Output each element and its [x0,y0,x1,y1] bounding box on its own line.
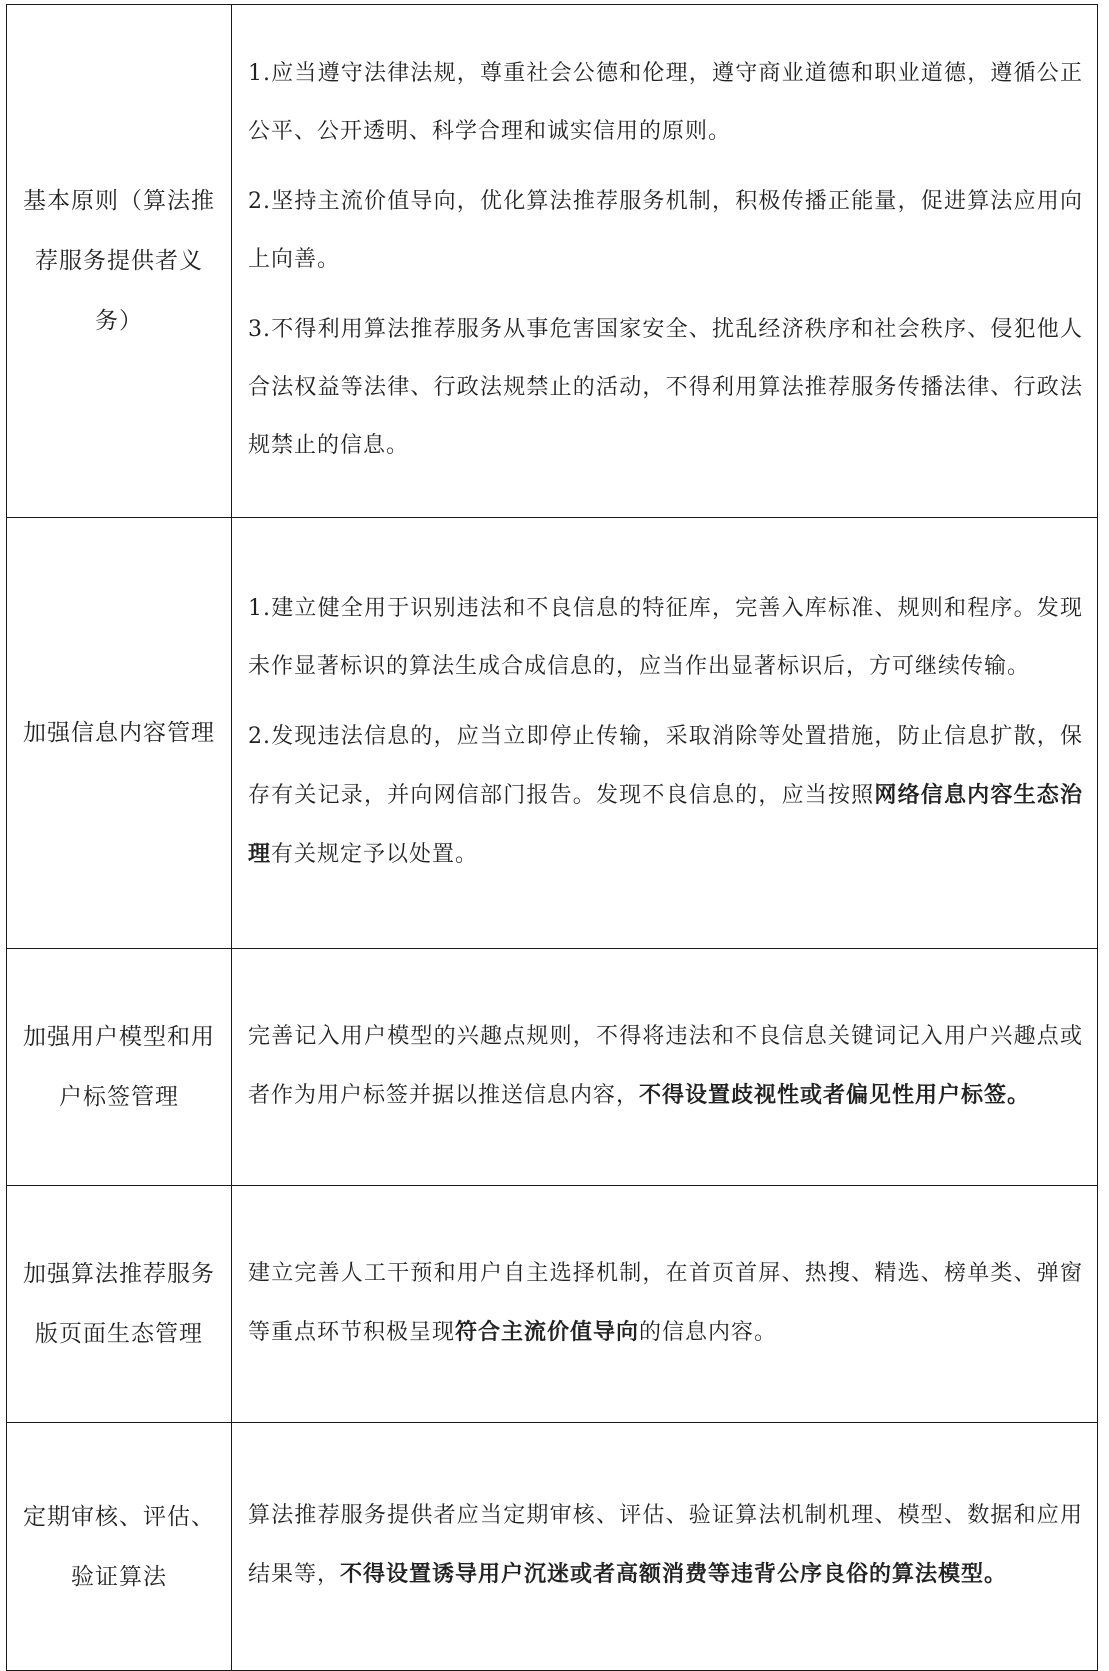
paragraph: 1.建立健全用于识别违法和不良信息的特征库，完善入库标准、规则和程序。发现未作显著标识的算法生成合成信息的，应当作出显著标识后，方可继续传输。 [248,596,1083,679]
row-content [232,1423,1098,1671]
row-content [232,949,1098,1186]
paragraph: 2.发现违法信息的，应当立即停止传输，采取消除等处置措施，防止信息扩散，保存有关记录，并向网信部门报告。发现不良信息的，应当按照网络信息内容生态治理有关规定予以处置。 [248,724,1083,867]
row-label: 加强算法推荐服务版页面生态管理 [7,1186,232,1423]
row-content [232,1186,1098,1423]
row-label: 加强用户模型和用户标签管理 [7,949,232,1186]
paragraph: 1.应当遵守法律法规，尊重社会公德和伦理，遵守商业道德和职业道德，遵循公正公平、公开透明、科学合理和诚实信用的原则。 [248,61,1083,144]
table-row [7,5,1098,518]
obligations-table [6,4,1098,1671]
row-content [232,5,1098,518]
paragraph: 算法推荐服务提供者应当定期审核、评估、验证算法机制机理、模型、数据和应用结果等，不得设置诱导用户沉迷或者高额消费等违背公序良俗的算法模型。 [248,1503,1083,1587]
emphasis-text: 不得设置歧视性或者偏见性用户标签。 [639,1081,1031,1108]
table-row [7,949,1098,1186]
table-row [7,518,1098,949]
row-label: 基本原则（算法推荐服务提供者义务） [7,5,232,518]
row-content [232,518,1098,949]
row-label: 定期审核、评估、验证算法 [7,1423,232,1671]
paragraph: 3.不得利用算法推荐服务从事危害国家安全、扰乱经济秩序和社会秩序、侵犯他人合法权益等法律、行政法规禁止的活动，不得利用算法推荐服务传播法律、行政法规禁止的信息。 [248,317,1083,458]
emphasis-text: 符合主流价值导向 [455,1318,640,1345]
paragraph: 2.坚持主流价值导向，优化算法推荐服务机制，积极传播正能量，促进算法应用向上向善。 [248,189,1083,272]
table-row [7,1423,1098,1671]
emphasis-text: 网络信息内容生态治理 [248,782,1083,867]
emphasis-text: 不得设置诱导用户沉迷或者高额消费等违背公序良俗的算法模型。 [340,1561,1008,1587]
row-label: 加强信息内容管理 [7,518,232,949]
paragraph: 完善记入用户模型的兴趣点规则，不得将违法和不良信息关键词记入用户兴趣点或者作为用户标签并据以推送信息内容，不得设置歧视性或者偏见性用户标签。 [248,1023,1083,1108]
paragraph: 建立完善人工干预和用户自主选择机制，在首页首屏、热搜、精选、榜单类、弹窗等重点环节积极呈现符合主流价值导向的信息内容。 [248,1260,1083,1345]
table-row [7,1186,1098,1423]
